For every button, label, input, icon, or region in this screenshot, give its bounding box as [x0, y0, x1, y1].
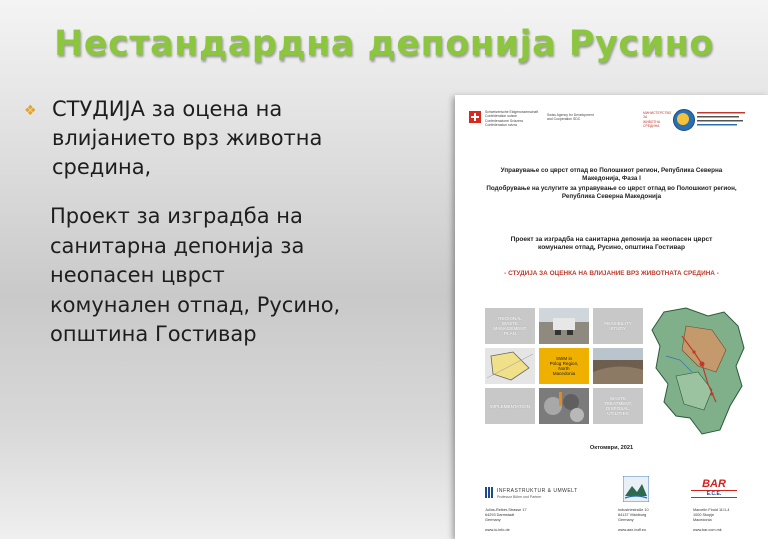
bar-logo-name: BAR [702, 478, 726, 490]
site-plan-icon [485, 348, 535, 384]
iu-company-name: INFRASTRUKTUR & UMWELT [497, 488, 578, 494]
bullet-item [24, 95, 424, 182]
iu-logo-icon [485, 487, 494, 498]
bullet-text: СТУДИЈА за оцена на влијанието врз животна средина, [52, 97, 323, 179]
project-paragraph: Проект за изградба на санитарна депонија за неопасен цврст комунален отпад, Русино, општина Гостивар [50, 204, 341, 346]
iu-company-subtitle: Professor Böhm und Partner [497, 495, 542, 499]
seal-center-icon [677, 113, 689, 125]
tile-site-plan [485, 348, 535, 384]
right-header-text-lines [697, 111, 747, 127]
tile-implementation: IMPLEMENTATION [485, 388, 535, 424]
sdc-text: Swiss Agency for Development and Cooperation SDC [547, 113, 594, 122]
swiss-confederation-text: Schweizerische Eidgenossenschaft Confédération suisse Confederazione Svizzera Confederaziun svizra [485, 110, 539, 128]
tile-photo-landfill [539, 308, 589, 344]
tile-photo-construction [593, 348, 643, 384]
heading-services: Подобрување на услугите за управување со цврст отпад во Полошкиот регион, Република Северна Македонија [486, 185, 737, 200]
document-date: Октомври, 2021 [589, 445, 634, 451]
awr-logo-icon [623, 476, 649, 502]
bar-address: Marcelin Firoid 11/1-4 1000 Skopje Macedonia www.bar.com.mk [693, 508, 730, 533]
tile-waste-treatment: WASTE TREATMENT, DISPOSAL, UTILITIES [593, 388, 643, 424]
diamond-bullet-icon: ❖ [24, 103, 37, 119]
slide-title: Нестандардна депонија Русино [54, 24, 714, 64]
landfill-photo-icon [539, 308, 589, 344]
heading-eia-study: - СТУДИЈА ЗА ОЦЕНКА НА ВЛИЈАНИЕ ВРЗ ЖИВОТНАТА СРЕДИНА - [504, 270, 719, 277]
tile-feasibility: FEASIBILITY STUDY [593, 308, 643, 344]
iu-address: Julius-Reiber-Strasse 17 64293 Darmstadt Germany www.iu-info.de [485, 508, 527, 533]
construction-photo-icon [593, 348, 643, 384]
tile-waste-plan: REGIONAL WASTE MANAGEMENT PLAN [485, 308, 535, 344]
heading-project-phase: Управување со цврст отпад во Полошкиот регион, Република Северна Македонија, Фаза I [500, 167, 723, 182]
ministry-text: МИНИСТЕРСТВО ЗА ЖИВОТНА СРЕДИНА [643, 111, 672, 129]
tile-swm-center: SWM in Polog Region, North Macedonia [539, 348, 589, 384]
polog-region-map [646, 306, 749, 438]
bar-logo-sub: E.C.E. [691, 490, 737, 498]
center-address: Industriestraße 10 84137 Vilsbiburg Germany www.awr-buff.eu [618, 508, 649, 533]
tile-photo-waste [539, 388, 589, 424]
document-cover-image [455, 95, 768, 539]
swiss-flag-icon [469, 111, 481, 123]
bar-logo [691, 479, 737, 498]
heading-landfill-project: Проект за изградба на санитарна депонија за неопасен цврст комунален отпад, Русино, општина Гостивар [510, 236, 713, 251]
waste-photo-icon [539, 388, 589, 424]
